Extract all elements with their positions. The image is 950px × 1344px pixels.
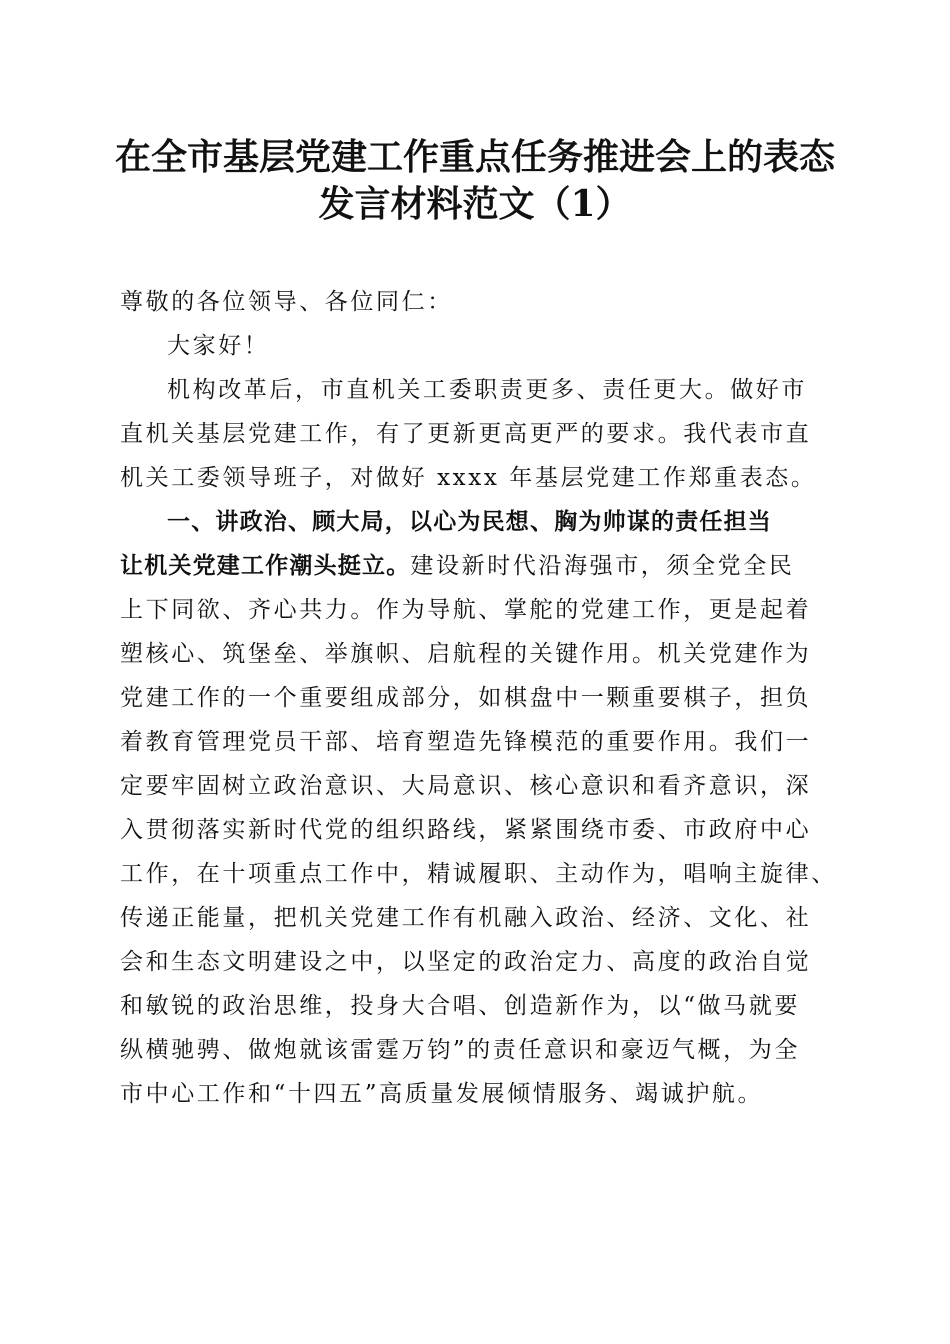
section-1-body-line: 传递正能量，把机关党建工作有机融入政治、经济、文化、社 — [120, 905, 812, 931]
salutation: 尊敬的各位领导、各位同仁： — [120, 289, 453, 315]
paragraph-1-line-2: 直机关基层党建工作，有了更新更高更严的要求。我代表市直 — [120, 421, 812, 447]
section-1-heading-line-1: 一、讲政治、顾大局，以心为民想、胸为帅谋的责任担当 — [167, 509, 772, 535]
greeting: 大家好！ — [167, 333, 270, 359]
section-1-body-line: 党建工作的一个重要组成部分，如棋盘中一颗重要棋子，担负 — [120, 685, 812, 711]
section-1-line-2-rest: 建设新时代沿海强市，须全党全民 — [410, 553, 795, 579]
section-1-line-2 — [120, 544, 830, 588]
paragraph-1-line-1: 机构改革后，市直机关工委职责更多、责任更大。做好市 — [167, 377, 807, 403]
section-1-body-line: 着教育管理党员干部、培育塑造先锋模范的重要作用。我们一 — [120, 729, 812, 755]
document-body — [120, 280, 837, 1116]
section-1-body-line: 和敏锐的政治思维，投身大合唱、创造新作为，以“做马就要 — [120, 993, 800, 1019]
section-1-body-line: 会和生态文明建设之中，以坚定的政治定力、高度的政治自觉 — [120, 949, 812, 975]
section-1-heading-line-2: 让机关党建工作潮头挺立。 — [120, 553, 411, 579]
paragraph-1-line-3: 机关工委领导班子，对做好 xxxx 年基层党建工作郑重表态。 — [120, 465, 817, 491]
document-title — [100, 134, 850, 228]
section-1-body-line: 入贯彻落实新时代党的组织路线，紧紧围绕市委、市政府中心 — [120, 817, 812, 843]
section-1-body-line: 市中心工作和“十四五”高质量发展倾情服务、竭诚护航。 — [120, 1081, 764, 1107]
title-line-2: 发言材料范文（1） — [318, 183, 632, 225]
section-1-body-line: 纵横驰骋、做炮就该雷霆万钧”的责任意识和豪迈气概，为全 — [120, 1037, 800, 1063]
section-1-body-line: 定要牢固树立政治意识、大局意识、核心意识和看齐意识，深 — [120, 773, 812, 799]
section-1-body-line: 上下同欲、齐心共力。作为导航、掌舵的党建工作，更是起着 — [120, 597, 812, 623]
section-1-body-line: 塑核心、筑堡垒、举旗帜、启航程的关键作用。机关党建作为 — [120, 641, 812, 667]
title-line-1: 在全市基层党建工作重点任务推进会上的表态 — [114, 136, 835, 178]
section-1-body-line: 工作，在十项重点工作中，精诚履职、主动作为，唱响主旋律、 — [120, 861, 837, 887]
